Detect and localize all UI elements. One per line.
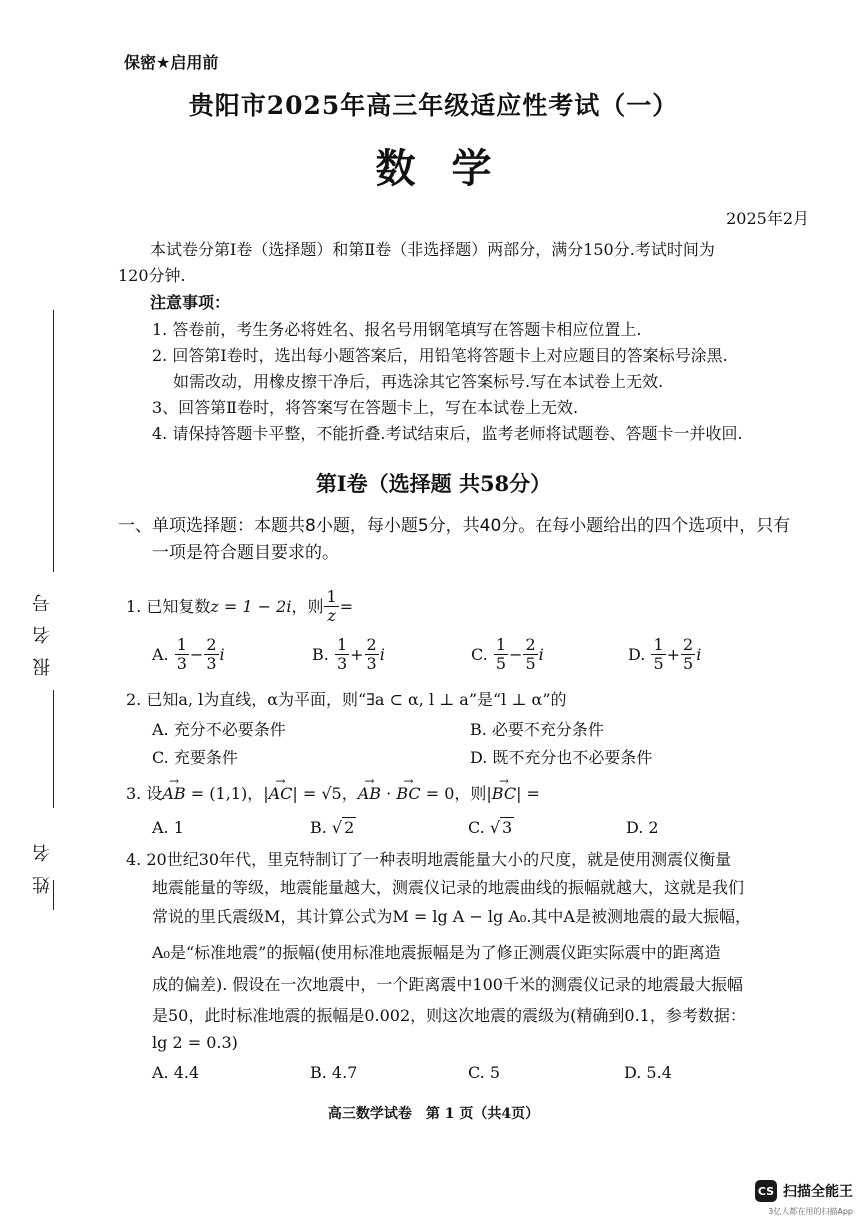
notice-2b: 如需改动，用橡皮擦干净后，再选涂其它答案标号.写在本试卷上无效. (173, 372, 664, 391)
section-title: 第Ⅰ卷（选择题 共58分） (315, 471, 552, 496)
q4-line-2: 地震能量的等级，地震能量越大，测震仪记录的地震曲线的振幅就越大，这就是我们 (152, 878, 745, 897)
q4-option-b: B. 4.7 (310, 1063, 358, 1082)
q1-stem-c: = (339, 596, 354, 616)
watermark-subtext: 3亿人都在用的扫描App (768, 1207, 853, 1216)
q3-option-d: D. 2 (626, 818, 659, 837)
q4-option-d: D. 5.4 (624, 1063, 672, 1082)
vector-ab-2: → AB (358, 784, 381, 804)
binding-name-label: 姓名 (32, 830, 53, 894)
q2-option-d: D. 既不充分也不必要条件 (470, 748, 653, 767)
q1-option-d: D. $\frac{1}{5}$ + $\frac{2}{5}$ i (628, 635, 702, 673)
q1-stem-a: 已知复数 (146, 596, 211, 616)
vector-ac: → AC (269, 784, 293, 804)
part-instruction-a: 一、单项选择题：本题共8小题，每小题5分，共40分。在每小题给出的四个选项中，只有 (118, 516, 791, 536)
q3-option-a: A. 1 (152, 818, 184, 837)
question-1 (126, 588, 353, 625)
watermark-text: 扫描全能王 (783, 1184, 853, 1200)
q3-option-b: B. √ 2 (310, 818, 355, 837)
binding-reg-label: 报名号 (32, 580, 53, 676)
exam-date: 2025年2月 (726, 209, 809, 228)
q4-option-c: C. 5 (468, 1063, 501, 1082)
q2-option-c: C. 充要条件 (152, 748, 238, 767)
q4-line-5: 成的偏差). 假设在一次地震中，一个距离震中100千米的测震仪记录的地震最大振幅 (152, 975, 743, 994)
q1-fraction: $\frac{1}{z}$ (326, 587, 337, 625)
notice-1: 1. 答卷前，考生务必将姓名、报名号用钢笔填写在答题卡相应位置上. (152, 320, 642, 339)
q1-option-a: A. $\frac{1}{3}$ − $\frac{2}{3}$ i (152, 635, 225, 673)
q4-line-3: 常说的里氏震级M，其计算公式为M = lg A − lg A₀.其中A是被测地震的最大振幅， (152, 907, 751, 926)
vector-ab: → AB (162, 784, 185, 804)
q2-number: 2. (126, 690, 142, 709)
q1-option-c: C. $\frac{1}{5}$ − $\frac{2}{5}$ i (471, 635, 544, 673)
q1-number: 1. (126, 596, 142, 616)
part-instruction-b: 一项是符合题目要求的。 (152, 543, 339, 563)
question-2 (126, 690, 567, 710)
q1-option-b: B. $\frac{1}{3}$ + $\frac{2}{3}$ i (312, 635, 385, 673)
scanner-watermark (755, 1180, 853, 1202)
notice-3: 3、回答第Ⅱ卷时，将答案写在答题卡上，写在本试卷上无效. (152, 398, 579, 417)
q3-option-c: C. √ 3 (468, 818, 513, 837)
q4-line-1: 20世纪30年代，里克特制订了一种表明地震能量大小的尺度，就是使用测震仪衡量 (146, 850, 732, 869)
q4-line-6: 是50，此时标准地震的振幅是0.002，则这次地震的震级为(精确到0.1，参考数据： (152, 1006, 746, 1025)
q4-line-7: lg 2 = 0.3) (152, 1033, 238, 1052)
q2-option-b: B. 必要不充分条件 (470, 720, 604, 739)
q3-number: 3. (126, 784, 142, 803)
exam-title: 贵阳市2025年高三年级适应性考试（一） (188, 91, 679, 120)
vector-bc-2: → BC (492, 784, 516, 804)
q1-stem-eq: z = 1 − 2i (210, 596, 292, 616)
subject-title: 数学 (375, 145, 528, 192)
q2-option-a: A. 充分不必要条件 (152, 720, 286, 739)
q1-stem-b: ，则 (291, 596, 324, 616)
q4-line-4: A₀是“标准地震”的振幅(使用标准地震振幅是为了修正测震仪距实际震中的距离造 (152, 943, 721, 962)
notice-title: 注意事项： (150, 293, 231, 312)
binding-line-bottom (53, 880, 54, 910)
confidential-mark: 保密★启用前 (124, 53, 219, 72)
binding-line-top (53, 310, 54, 572)
notice-4: 4. 请保持答题卡平整，不能折叠.考试结束后，监考老师将试题卷、答题卡一并收回. (152, 424, 743, 443)
q4-number: 4. (126, 850, 142, 869)
binding-line-mid (53, 690, 54, 808)
vector-bc: → BC (396, 784, 420, 804)
page-footer: 高三数学试卷 第 1 页（共4页） (327, 1106, 540, 1122)
q4-option-a: A. 4.4 (152, 1063, 200, 1082)
intro-line-2: 120分钟. (118, 266, 186, 285)
camscanner-icon: CS (755, 1180, 777, 1202)
intro-line-1: 本试卷分第Ⅰ卷（选择题）和第Ⅱ卷（非选择题）两部分，满分150分.考试时间为 (150, 240, 715, 259)
q2-stem: 已知a, l为直线，α为平面，则“∃a ⊂ α, l ⊥ a”是“l ⊥ α”的 (146, 690, 567, 709)
question-3: 3. 设→ AB = (1,1)，|→ AC| = √5，→ AB · → BC = 0，则|→ BC| = (126, 784, 540, 804)
notice-2a: 2. 回答第Ⅰ卷时，选出每小题答案后，用铅笔将答题卡上对应题目的答案标号涂黑. (152, 346, 728, 365)
question-4 (126, 850, 731, 870)
